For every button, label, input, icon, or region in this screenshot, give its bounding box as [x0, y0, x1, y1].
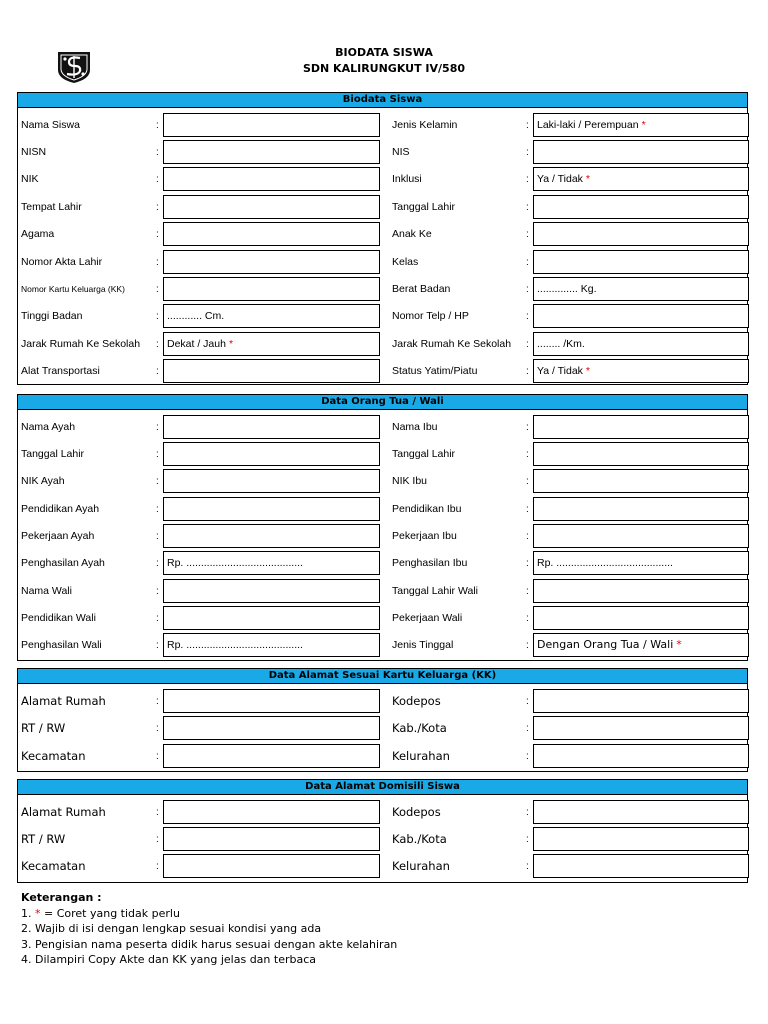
required-mark: *	[585, 173, 591, 185]
field-label: Jenis Tinggal	[392, 639, 454, 651]
field-label: Kelurahan	[392, 859, 450, 873]
field-label: Kecamatan	[21, 859, 86, 873]
colon-separator: :	[526, 257, 529, 268]
input-field[interactable]	[533, 332, 749, 356]
section-header: Data Alamat Sesuai Kartu Keluarga (KK)	[18, 669, 747, 684]
section-header: Biodata Siswa	[18, 93, 747, 108]
colon-separator: :	[156, 613, 159, 624]
field-label: Status Yatim/Piatu	[392, 365, 478, 377]
colon-separator: :	[156, 807, 159, 818]
input-field[interactable]	[533, 359, 749, 383]
colon-separator: :	[156, 834, 159, 845]
field-label: RT / RW	[21, 832, 66, 846]
field-label: Pekerjaan Wali	[392, 612, 463, 624]
colon-separator: :	[526, 751, 529, 762]
input-field[interactable]	[533, 854, 749, 878]
field-label: Tanggal Lahir	[392, 201, 456, 213]
input-field[interactable]	[163, 277, 380, 301]
colon-separator: :	[526, 202, 529, 213]
form-section	[17, 668, 748, 772]
form-row	[18, 632, 747, 659]
input-field[interactable]	[163, 744, 380, 768]
field-label: NIK Ibu	[392, 475, 428, 487]
form-row	[18, 249, 747, 276]
field-label: RT / RW	[21, 721, 66, 735]
field-value: Rp. ........................................	[537, 557, 673, 569]
colon-separator: :	[526, 476, 529, 487]
input-field[interactable]	[533, 633, 749, 657]
field-label: Nomor Kartu Keluarga (KK)	[21, 284, 125, 294]
input-field[interactable]	[533, 827, 749, 851]
form-row	[18, 166, 747, 193]
field-label: Alamat Rumah	[21, 694, 106, 708]
input-field[interactable]	[163, 551, 380, 575]
colon-separator: :	[156, 284, 159, 295]
colon-separator: :	[526, 120, 529, 131]
input-field[interactable]	[163, 195, 380, 219]
field-label: Kab./Kota	[392, 832, 447, 846]
form-row	[18, 303, 747, 330]
field-label: Kelas	[392, 256, 419, 268]
input-field[interactable]	[163, 359, 380, 383]
field-label: Inklusi	[392, 173, 422, 185]
colon-separator: :	[156, 558, 159, 569]
input-field[interactable]	[533, 689, 749, 713]
input-field[interactable]	[163, 415, 380, 439]
input-field[interactable]	[533, 800, 749, 824]
colon-separator: :	[526, 640, 529, 651]
field-label: Agama	[21, 228, 55, 240]
input-field[interactable]	[533, 277, 749, 301]
field-label: Anak Ke	[392, 228, 432, 240]
colon-separator: :	[526, 366, 529, 377]
colon-separator: :	[156, 257, 159, 268]
section-header: Data Orang Tua / Wali	[18, 395, 747, 410]
field-label: Pendidikan Ayah	[21, 503, 100, 515]
field-label: Jarak Rumah Ke Sekolah	[392, 338, 512, 350]
colon-separator: :	[156, 640, 159, 651]
form-row	[18, 743, 747, 770]
colon-separator: :	[156, 586, 159, 597]
colon-separator: :	[156, 449, 159, 460]
form-row	[18, 112, 747, 139]
required-mark: *	[35, 906, 41, 920]
colon-separator: :	[156, 861, 159, 872]
field-value: Rp. ........................................	[167, 639, 303, 651]
colon-separator: :	[526, 558, 529, 569]
field-label: Kelurahan	[392, 749, 450, 763]
input-field[interactable]	[163, 250, 380, 274]
colon-separator: :	[156, 229, 159, 240]
colon-separator: :	[156, 339, 159, 350]
form-row	[18, 578, 747, 605]
input-field[interactable]	[533, 304, 749, 328]
form-row	[18, 605, 747, 632]
input-field[interactable]	[533, 442, 749, 466]
input-field[interactable]	[533, 222, 749, 246]
field-label: Tanggal Lahir	[392, 448, 456, 460]
colon-separator: :	[156, 311, 159, 322]
input-field[interactable]	[163, 442, 380, 466]
input-field[interactable]	[533, 606, 749, 630]
field-value: Laki-laki / Perempuan	[537, 119, 639, 131]
input-field[interactable]	[163, 854, 380, 878]
input-field[interactable]	[533, 415, 749, 439]
form-row	[18, 441, 747, 468]
field-label: Pekerjaan Ibu	[392, 530, 457, 542]
input-field[interactable]	[533, 113, 749, 137]
input-field[interactable]	[533, 551, 749, 575]
colon-separator: :	[526, 229, 529, 240]
field-label: NIK Ayah	[21, 475, 65, 487]
input-field[interactable]	[533, 579, 749, 603]
input-field[interactable]	[163, 332, 380, 356]
colon-separator: :	[526, 696, 529, 707]
colon-separator: :	[156, 366, 159, 377]
input-field[interactable]	[163, 304, 380, 328]
colon-separator: :	[526, 174, 529, 185]
input-field[interactable]	[163, 716, 380, 740]
form-section	[17, 92, 748, 385]
colon-separator: :	[526, 807, 529, 818]
input-field[interactable]	[533, 469, 749, 493]
input-field[interactable]	[163, 800, 380, 824]
colon-separator: :	[156, 422, 159, 433]
form-row	[18, 221, 747, 248]
required-mark: *	[228, 338, 234, 350]
colon-separator: :	[526, 613, 529, 624]
field-label: Nama Ibu	[392, 421, 438, 433]
colon-separator: :	[526, 311, 529, 322]
field-label: NISN	[21, 146, 47, 158]
form-row	[18, 358, 747, 385]
colon-separator: :	[526, 723, 529, 734]
field-label: Pekerjaan Ayah	[21, 530, 95, 542]
field-label: Kecamatan	[21, 749, 86, 763]
field-label: Berat Badan	[392, 283, 451, 295]
input-field[interactable]	[163, 469, 380, 493]
input-field[interactable]	[163, 167, 380, 191]
form-row	[18, 331, 747, 358]
input-field[interactable]	[163, 497, 380, 521]
form-row	[18, 826, 747, 853]
form-row	[18, 550, 747, 577]
colon-separator: :	[526, 284, 529, 295]
field-value: Rp. ........................................	[167, 557, 303, 569]
colon-separator: :	[526, 504, 529, 515]
field-label: Alamat Rumah	[21, 805, 106, 819]
form-row	[18, 688, 747, 715]
field-label: Tempat Lahir	[21, 201, 82, 213]
colon-separator: :	[526, 422, 529, 433]
note-item: 3. Pengisian nama peserta didik harus sesuai dengan akte kelahiran	[21, 937, 398, 951]
colon-separator: :	[156, 751, 159, 762]
input-field[interactable]	[533, 250, 749, 274]
input-field[interactable]	[163, 689, 380, 713]
colon-separator: :	[156, 696, 159, 707]
field-label: Alat Transportasi	[21, 365, 100, 377]
input-field[interactable]	[533, 195, 749, 219]
input-field[interactable]	[163, 524, 380, 548]
notes-block	[21, 890, 397, 968]
input-field[interactable]	[163, 113, 380, 137]
input-field[interactable]	[533, 140, 749, 164]
form-row	[18, 715, 747, 742]
school-name: SDN KALIRUNGKUT IV/580	[302, 62, 466, 75]
colon-separator: :	[156, 723, 159, 734]
form-title: BIODATA SISWA	[335, 46, 433, 59]
form-row	[18, 468, 747, 495]
form-row	[18, 853, 747, 880]
form-row	[18, 276, 747, 303]
field-label: Jarak Rumah Ke Sekolah	[21, 338, 141, 350]
colon-separator: :	[156, 147, 159, 158]
colon-separator: :	[156, 174, 159, 185]
required-mark: *	[676, 638, 682, 651]
colon-separator: :	[156, 476, 159, 487]
field-label: Penghasilan Wali	[21, 639, 102, 651]
field-label: Penghasilan Ibu	[392, 557, 468, 569]
field-label: Nomor Akta Lahir	[21, 256, 103, 268]
field-value: ............ Cm.	[167, 310, 225, 322]
field-label: Tinggi Badan	[21, 310, 83, 322]
field-value: Dengan Orang Tua / Wali	[537, 638, 674, 651]
note-item: 4. Dilampiri Copy Akte dan KK yang jelas dan terbaca	[21, 953, 316, 966]
field-label: Nama Siswa	[21, 119, 80, 131]
required-mark: *	[585, 365, 591, 377]
field-label: Pendidikan Ibu	[392, 503, 462, 515]
field-label: Penghasilan Ayah	[21, 557, 105, 569]
required-mark: *	[641, 119, 646, 131]
field-value: .............. Kg.	[537, 283, 597, 295]
colon-separator: :	[526, 449, 529, 460]
colon-separator: :	[156, 120, 159, 131]
note-item: 2. Wajib di isi dengan lengkap sesuai kondisi yang ada	[21, 922, 322, 935]
input-field[interactable]	[533, 744, 749, 768]
form-row	[18, 799, 747, 826]
field-value: Dekat / Jauh	[167, 338, 226, 350]
field-label: Tanggal Lahir Wali	[392, 585, 478, 597]
field-label: NIK	[21, 173, 39, 185]
field-label: Nomor Telp / HP	[392, 310, 469, 322]
form-row	[18, 414, 747, 441]
form-section	[17, 394, 748, 661]
field-label: Kodepos	[392, 805, 441, 819]
colon-separator: :	[526, 339, 529, 350]
field-label: Nama Ayah	[21, 421, 76, 433]
colon-separator: :	[526, 586, 529, 597]
form-row	[18, 139, 747, 166]
input-field[interactable]	[163, 222, 380, 246]
input-field[interactable]	[533, 497, 749, 521]
input-field[interactable]	[533, 524, 749, 548]
field-label: Tanggal Lahir	[21, 448, 85, 460]
input-field[interactable]	[163, 633, 380, 657]
field-label: Kodepos	[392, 694, 441, 708]
input-field[interactable]	[163, 579, 380, 603]
note-item: 1. * = Coret yang tidak perlu	[21, 906, 180, 920]
colon-separator: :	[156, 504, 159, 515]
notes-title: Keterangan :	[21, 891, 102, 904]
input-field[interactable]	[533, 716, 749, 740]
field-value: Ya / Tidak	[537, 173, 583, 185]
colon-separator: :	[526, 531, 529, 542]
input-field[interactable]	[533, 167, 749, 191]
input-field[interactable]	[163, 827, 380, 851]
colon-separator: :	[526, 147, 529, 158]
input-field[interactable]	[163, 140, 380, 164]
field-label: Pendidikan Wali	[21, 612, 96, 624]
colon-separator: :	[526, 861, 529, 872]
colon-separator: :	[156, 531, 159, 542]
field-label: NIS	[392, 146, 410, 158]
form-row	[18, 523, 747, 550]
section-header: Data Alamat Domisili Siswa	[18, 780, 747, 795]
colon-separator: :	[156, 202, 159, 213]
form-row	[18, 496, 747, 523]
colon-separator: :	[526, 834, 529, 845]
field-label: Nama Wali	[21, 585, 72, 597]
field-label: Jenis Kelamin	[392, 119, 458, 131]
field-value: Ya / Tidak	[537, 365, 583, 377]
field-label: Kab./Kota	[392, 721, 447, 735]
field-value: ........ /Km.	[537, 338, 585, 350]
form-row	[18, 194, 747, 221]
form-section	[17, 779, 748, 883]
input-field[interactable]	[163, 606, 380, 630]
